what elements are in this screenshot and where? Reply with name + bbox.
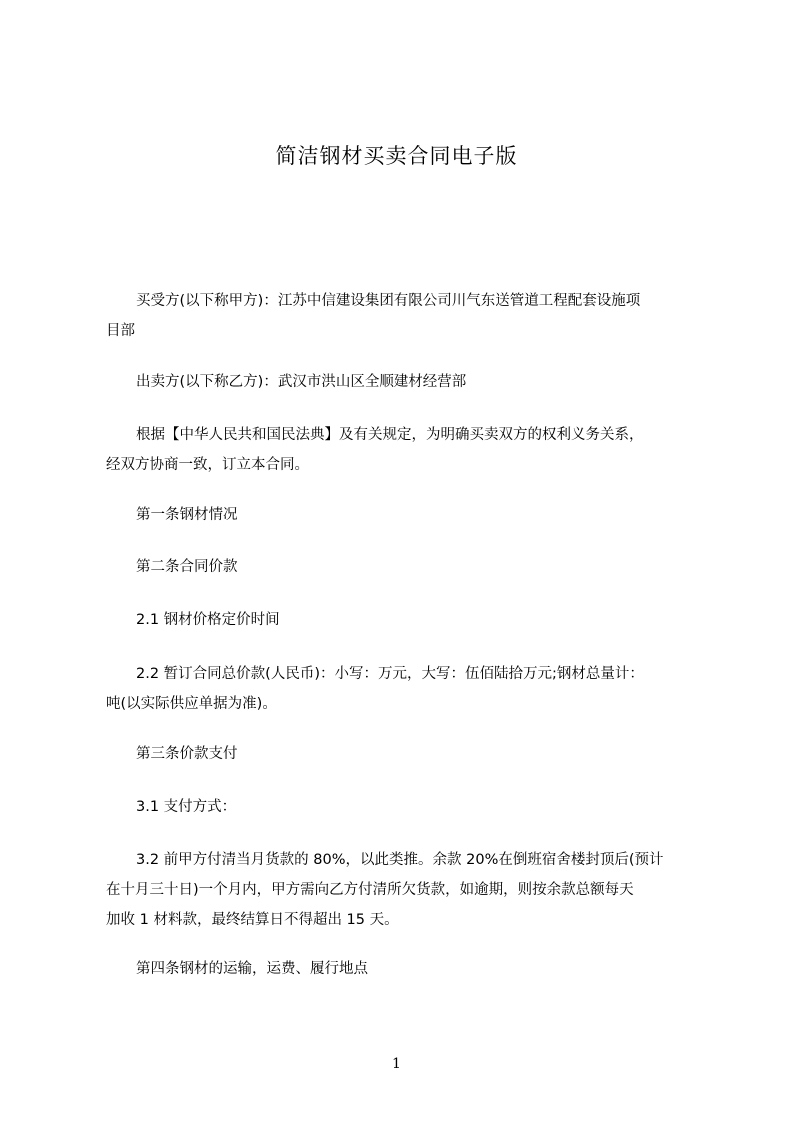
paragraph-line: 第二条合同价款: [136, 559, 238, 575]
paragraph-line: 第一条钢材情况: [136, 507, 238, 523]
paragraph-line: 买受方(以下称甲方)：江苏中信建设集团有限公司川气东送管道工程配套设施项: [136, 293, 641, 309]
paragraph-basis: [106, 420, 706, 480]
paragraph-line: 根据【中华人民共和国民法典】及有关规定，为明确买卖双方的权利义务关系，: [136, 427, 644, 443]
clause-2-2: [106, 659, 706, 719]
paragraph-line: 3.1 支付方式：: [136, 799, 237, 815]
article-3-heading: [106, 739, 706, 769]
clause-2-1: [106, 605, 706, 635]
paragraph-line: 3.2 前甲方付清当月货款的 80%，以此类推。余款 20%在倒班宿舍楼封顶后(预计: [136, 852, 664, 868]
paragraph-line: 在十月三十日)一个月内，甲方需向乙方付清所欠货款，如逾期，则按余款总额每天: [106, 882, 634, 898]
page-number: 1: [392, 1056, 401, 1072]
paragraph-line: 第四条钢材的运输，运费、履行地点: [136, 961, 368, 977]
paragraph-line: 第三条价款支付: [136, 746, 238, 762]
article-1-heading: [106, 500, 706, 530]
paragraph-line: 2.1 钢材价格定价时间: [136, 612, 280, 628]
paragraph-seller: [106, 367, 706, 397]
paragraph-line: 吨(以实际供应单据为准)。: [106, 696, 277, 712]
paragraph-line: 出卖方(以下称乙方)：武汉市洪山区全顺建材经营部: [136, 374, 467, 390]
paragraph-line: 目部: [106, 323, 135, 339]
clause-3-1: [106, 792, 706, 822]
clause-3-2: [106, 845, 706, 935]
paragraph-line: 加收 1 材料款，最终结算日不得超出 15 天。: [106, 912, 399, 928]
article-4-heading: [106, 954, 706, 984]
paragraph-buyer: [106, 286, 706, 346]
paragraph-line: 经双方协商一致，订立本合同。: [106, 457, 309, 473]
article-2-heading: [106, 552, 706, 582]
document-title: 简洁钢材买卖合同电子版: [275, 144, 518, 168]
paragraph-line: 2.2 暂订合同总价款(人民币)：小写：万元，大写：伍佰陆拾万元;钢材总量计：: [136, 666, 644, 682]
